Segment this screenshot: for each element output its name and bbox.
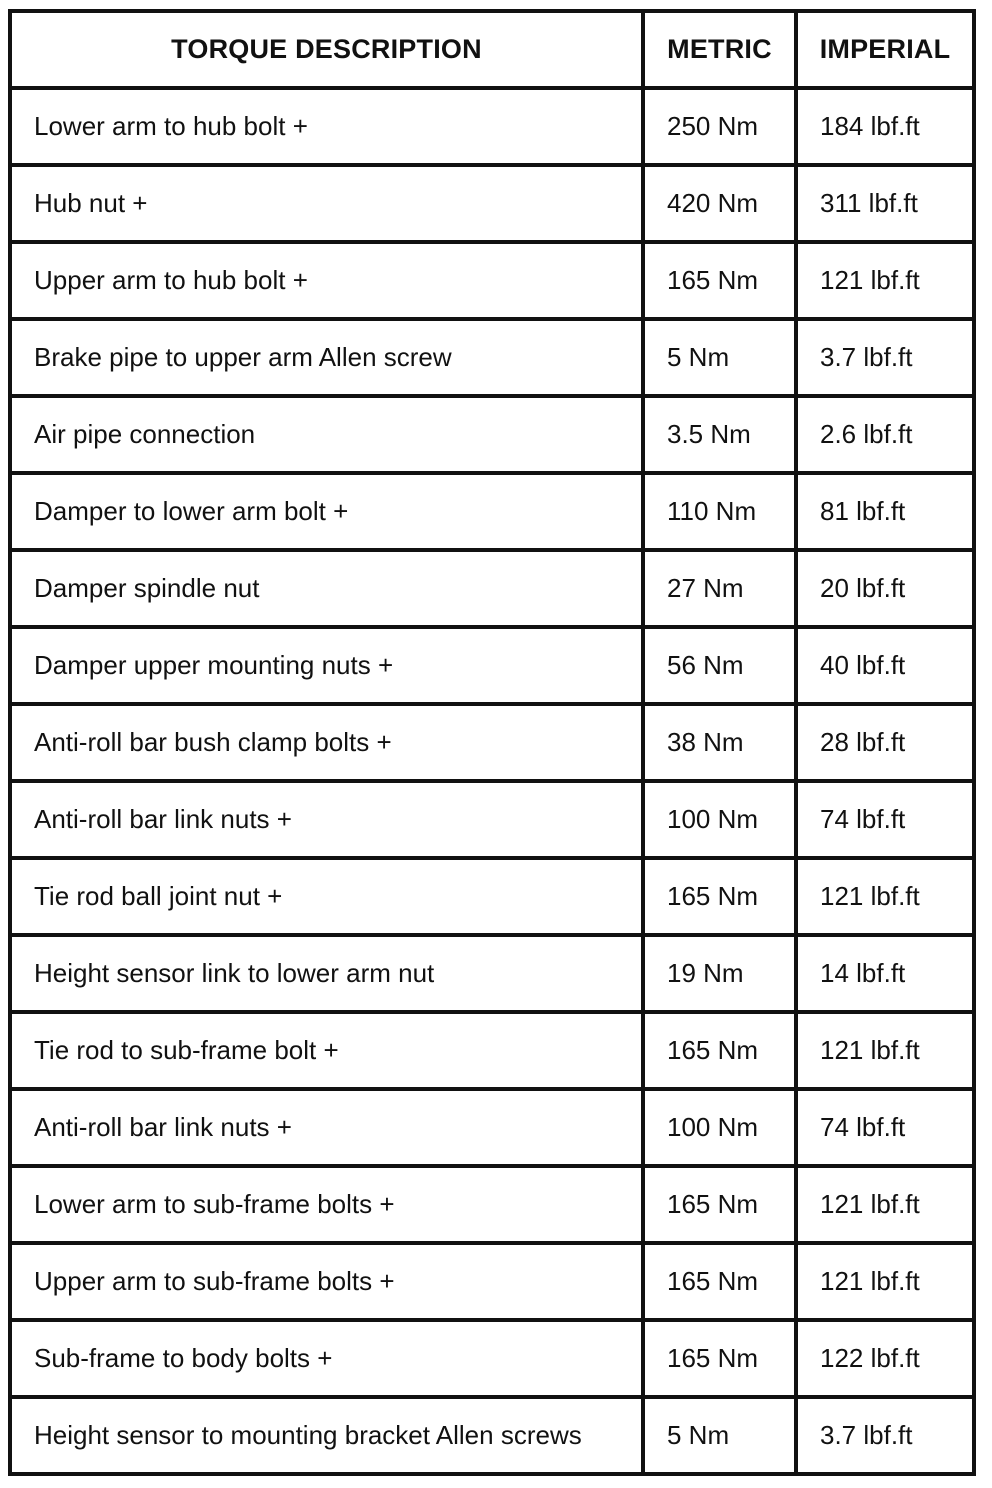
torque-description-cell: Lower arm to sub-frame bolts + <box>10 1166 643 1243</box>
header-row <box>10 11 974 88</box>
metric-value-cell: 420 Nm <box>643 165 796 242</box>
table-row <box>10 1166 974 1243</box>
imperial-value-cell: 74 lbf.ft <box>796 781 974 858</box>
metric-value-cell: 100 Nm <box>643 1089 796 1166</box>
torque-table-container <box>8 9 972 1476</box>
imperial-value-cell: 121 lbf.ft <box>796 858 974 935</box>
imperial-value-cell: 121 lbf.ft <box>796 1012 974 1089</box>
table-row <box>10 319 974 396</box>
torque-description-cell: Tie rod ball joint nut + <box>10 858 643 935</box>
header-metric: METRIC <box>643 11 796 88</box>
table-row <box>10 396 974 473</box>
torque-description-cell: Upper arm to sub-frame bolts + <box>10 1243 643 1320</box>
table-row <box>10 627 974 704</box>
metric-value-cell: 5 Nm <box>643 1397 796 1474</box>
table-row <box>10 165 974 242</box>
torque-description-cell: Sub-frame to body bolts + <box>10 1320 643 1397</box>
imperial-value-cell: 121 lbf.ft <box>796 1166 974 1243</box>
table-row <box>10 473 974 550</box>
torque-description-cell: Lower arm to hub bolt + <box>10 88 643 165</box>
table-row <box>10 704 974 781</box>
metric-value-cell: 250 Nm <box>643 88 796 165</box>
torque-description-cell: Upper arm to hub bolt + <box>10 242 643 319</box>
torque-description-cell: Anti-roll bar bush clamp bolts + <box>10 704 643 781</box>
imperial-value-cell: 184 lbf.ft <box>796 88 974 165</box>
torque-description-cell: Damper to lower arm bolt + <box>10 473 643 550</box>
imperial-value-cell: 2.6 lbf.ft <box>796 396 974 473</box>
table-row <box>10 242 974 319</box>
imperial-value-cell: 121 lbf.ft <box>796 242 974 319</box>
table-row <box>10 550 974 627</box>
metric-value-cell: 110 Nm <box>643 473 796 550</box>
imperial-value-cell: 311 lbf.ft <box>796 165 974 242</box>
header-torque-description: TORQUE DESCRIPTION <box>10 11 643 88</box>
imperial-value-cell: 14 lbf.ft <box>796 935 974 1012</box>
table-row <box>10 858 974 935</box>
torque-description-cell: Damper spindle nut <box>10 550 643 627</box>
imperial-value-cell: 20 lbf.ft <box>796 550 974 627</box>
table-row <box>10 88 974 165</box>
torque-description-cell: Height sensor to mounting bracket Allen screws <box>10 1397 643 1474</box>
metric-value-cell: 165 Nm <box>643 1320 796 1397</box>
torque-description-cell: Hub nut + <box>10 165 643 242</box>
imperial-value-cell: 122 lbf.ft <box>796 1320 974 1397</box>
table-row <box>10 935 974 1012</box>
table-row <box>10 1320 974 1397</box>
torque-description-cell: Air pipe connection <box>10 396 643 473</box>
metric-value-cell: 165 Nm <box>643 242 796 319</box>
table-row <box>10 1397 974 1474</box>
metric-value-cell: 165 Nm <box>643 858 796 935</box>
table-row <box>10 1089 974 1166</box>
imperial-value-cell: 81 lbf.ft <box>796 473 974 550</box>
metric-value-cell: 165 Nm <box>643 1166 796 1243</box>
metric-value-cell: 5 Nm <box>643 319 796 396</box>
metric-value-cell: 27 Nm <box>643 550 796 627</box>
torque-description-cell: Height sensor link to lower arm nut <box>10 935 643 1012</box>
torque-table <box>8 9 976 1476</box>
torque-description-cell: Brake pipe to upper arm Allen screw <box>10 319 643 396</box>
table-header <box>10 11 974 88</box>
imperial-value-cell: 74 lbf.ft <box>796 1089 974 1166</box>
metric-value-cell: 165 Nm <box>643 1243 796 1320</box>
table-body <box>10 88 974 1474</box>
imperial-value-cell: 121 lbf.ft <box>796 1243 974 1320</box>
table-row <box>10 781 974 858</box>
header-imperial: IMPERIAL <box>796 11 974 88</box>
metric-value-cell: 3.5 Nm <box>643 396 796 473</box>
metric-value-cell: 165 Nm <box>643 1012 796 1089</box>
torque-description-cell: Damper upper mounting nuts + <box>10 627 643 704</box>
metric-value-cell: 100 Nm <box>643 781 796 858</box>
torque-description-cell: Tie rod to sub-frame bolt + <box>10 1012 643 1089</box>
metric-value-cell: 19 Nm <box>643 935 796 1012</box>
table-row <box>10 1243 974 1320</box>
imperial-value-cell: 40 lbf.ft <box>796 627 974 704</box>
metric-value-cell: 56 Nm <box>643 627 796 704</box>
torque-description-cell: Anti-roll bar link nuts + <box>10 1089 643 1166</box>
table-row <box>10 1012 974 1089</box>
metric-value-cell: 38 Nm <box>643 704 796 781</box>
imperial-value-cell: 3.7 lbf.ft <box>796 319 974 396</box>
imperial-value-cell: 28 lbf.ft <box>796 704 974 781</box>
imperial-value-cell: 3.7 lbf.ft <box>796 1397 974 1474</box>
torque-description-cell: Anti-roll bar link nuts + <box>10 781 643 858</box>
